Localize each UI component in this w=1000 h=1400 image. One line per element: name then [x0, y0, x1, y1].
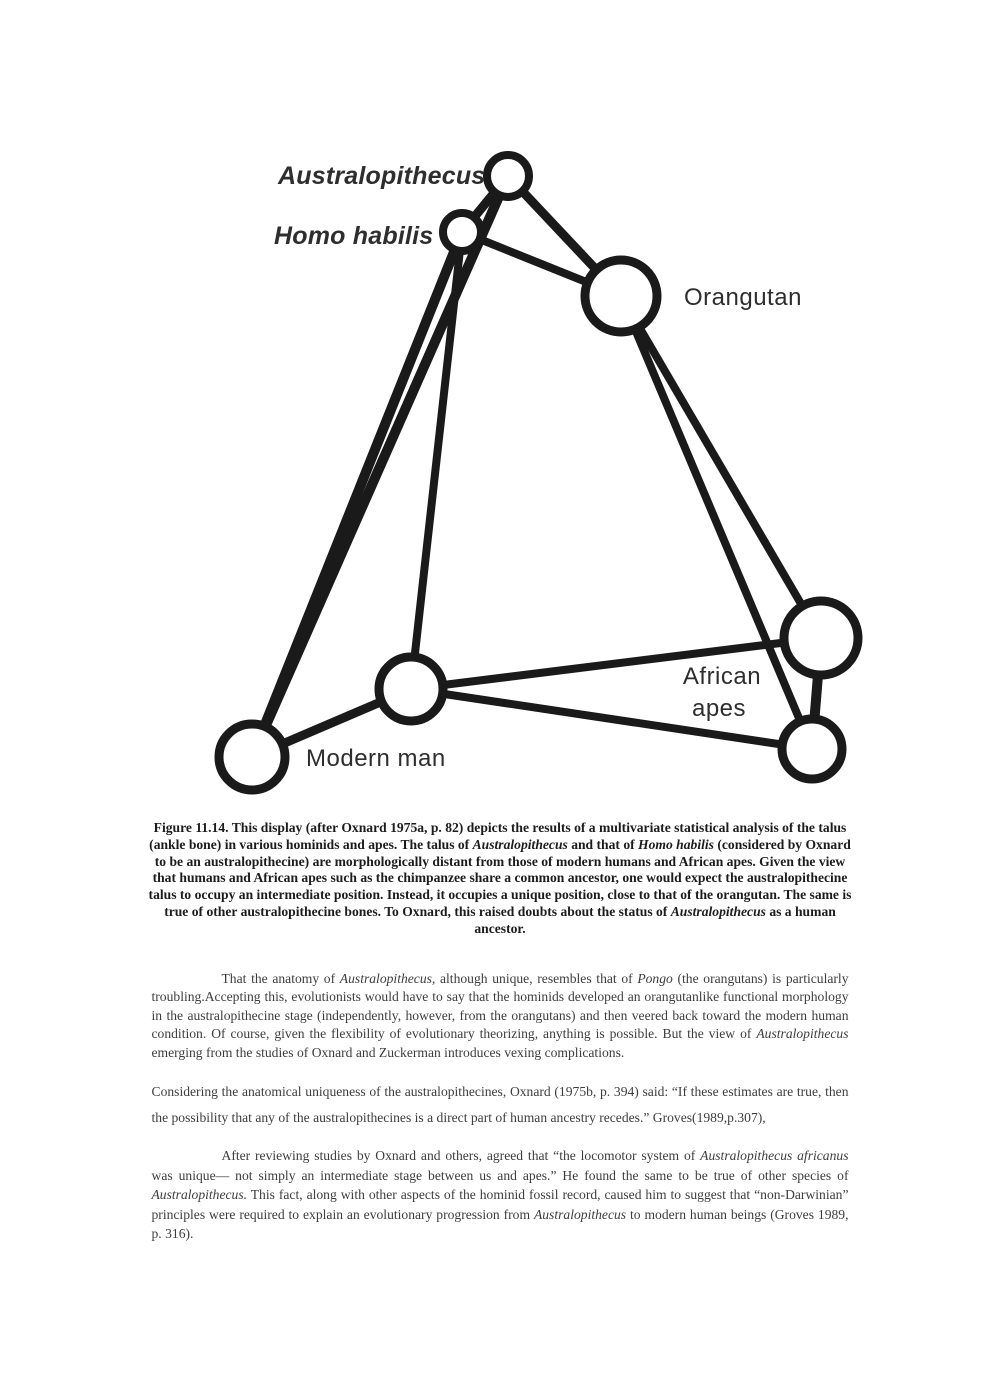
italic-text-segment: Australopithecus	[533, 1206, 627, 1222]
text-segment: Considering the anatomical uniqueness of the australopithecines, Oxnard (1975b, p. 394) said: “If these estimates are true, then the possibility that any of the australopithecines is a direct part of human ancestry recedes.” Groves(1989,p.307),	[151, 1084, 849, 1126]
diagram-node-african-ape-lower	[782, 719, 842, 779]
italic-text-segment: Homo habilis	[638, 836, 714, 852]
figure-caption	[147, 820, 853, 938]
diagram-node-african-ape-upper	[784, 601, 858, 675]
text-segment: as a human ancestor.	[474, 903, 836, 936]
italic-text-segment: Australopithecus	[670, 903, 766, 919]
italic-text-segment: Australopithecus	[756, 1026, 849, 1042]
diagram-node-modern-man	[219, 724, 285, 790]
text-segment: After reviewing studies by Oxnard and others, agreed that “the locomotor system of	[221, 1148, 701, 1164]
text-segment: emerging from the studies of Oxnard and Zuckerman introduces vexing complications.	[151, 1044, 625, 1060]
diagram-edge-middle-node--african-ape-lower	[411, 689, 812, 749]
diagram-node-middle-node	[379, 657, 443, 721]
diagram-label-african-apes-2: apes	[691, 695, 747, 722]
text-segment: (the orangutans) is particularly troubling.Accepting this, evolutionists would have to say that the hominids developed an orangutanlike functional morphology in the australopithecine stage (independently, however, from the orangutans) and then veered back toward the modern human condition. Of course, given the flexibility of evolutionary theorizing, anything is possible. But the view of	[151, 970, 849, 1042]
italic-text-segment: Australopithecus.	[151, 1187, 248, 1203]
text-segment: (considered by Oxnard to be an australopithecine) are morphologically distant from those of modern humans and African apes. Given the view that humans and African apes such as the chimpanzee share a common ancestor, one would expect the australopithecine talus to occupy an intermediate position. Instead, it occupies a unique position, close to that of the orangutan. The same is true of other australopithecine bones. To Oxnard, this raised doubts about the status of	[148, 836, 852, 919]
text-segment: This fact, along with other aspects of the hominid fossil record, caused him to suggest that “non-Darwinian” principles were required to explain an evolutionary progression from	[151, 1187, 849, 1222]
diagram-label-african-apes-1: African	[682, 663, 762, 690]
diagram-node-orangutan	[585, 260, 657, 332]
italic-text-segment: Australopithecus,	[339, 970, 436, 986]
diagram-node-homo-habilis	[443, 213, 481, 251]
text-segment: to modern human beings (Groves 1989, p. 316).	[151, 1206, 849, 1242]
text-segment: That the anatomy of	[221, 970, 340, 986]
paragraph-groves-quote	[152, 1146, 849, 1244]
paragraph-anatomy-of-australopithecus	[152, 970, 849, 1063]
body-text-column	[152, 970, 849, 1244]
diagram-label-homo-habilis: Homo habilis	[274, 222, 434, 250]
diagram-label-australopithecus: Australopithecus	[278, 162, 486, 190]
diagram-label-modern-man: Modern man	[306, 745, 446, 772]
text-segment: although unique, resembles that of	[435, 970, 638, 986]
diagram-label-orangutan: Orangutan	[684, 284, 802, 311]
italic-text-segment: Australopithecus africanus	[700, 1148, 849, 1164]
italic-text-segment: Australopithecus	[472, 836, 568, 852]
text-segment: and that of	[567, 836, 639, 852]
text-segment: Figure 11.14. This display (after Oxnard 1975a, p. 82) depicts the results of a multivariate statistical analysis of the talus (ankle bone) in various hominids and apes. The talus of	[149, 820, 847, 852]
text-segment: was unique— not simply an intermediate stage between us and apes.” He found the same to be true of other species of	[151, 1167, 849, 1183]
italic-text-segment: Pongo	[637, 970, 673, 986]
diagram-node-australopithecus	[487, 155, 529, 197]
diagram-edge-orangutan--african-ape-upper	[621, 296, 821, 638]
paragraph-oxnard-quote	[152, 1079, 849, 1131]
